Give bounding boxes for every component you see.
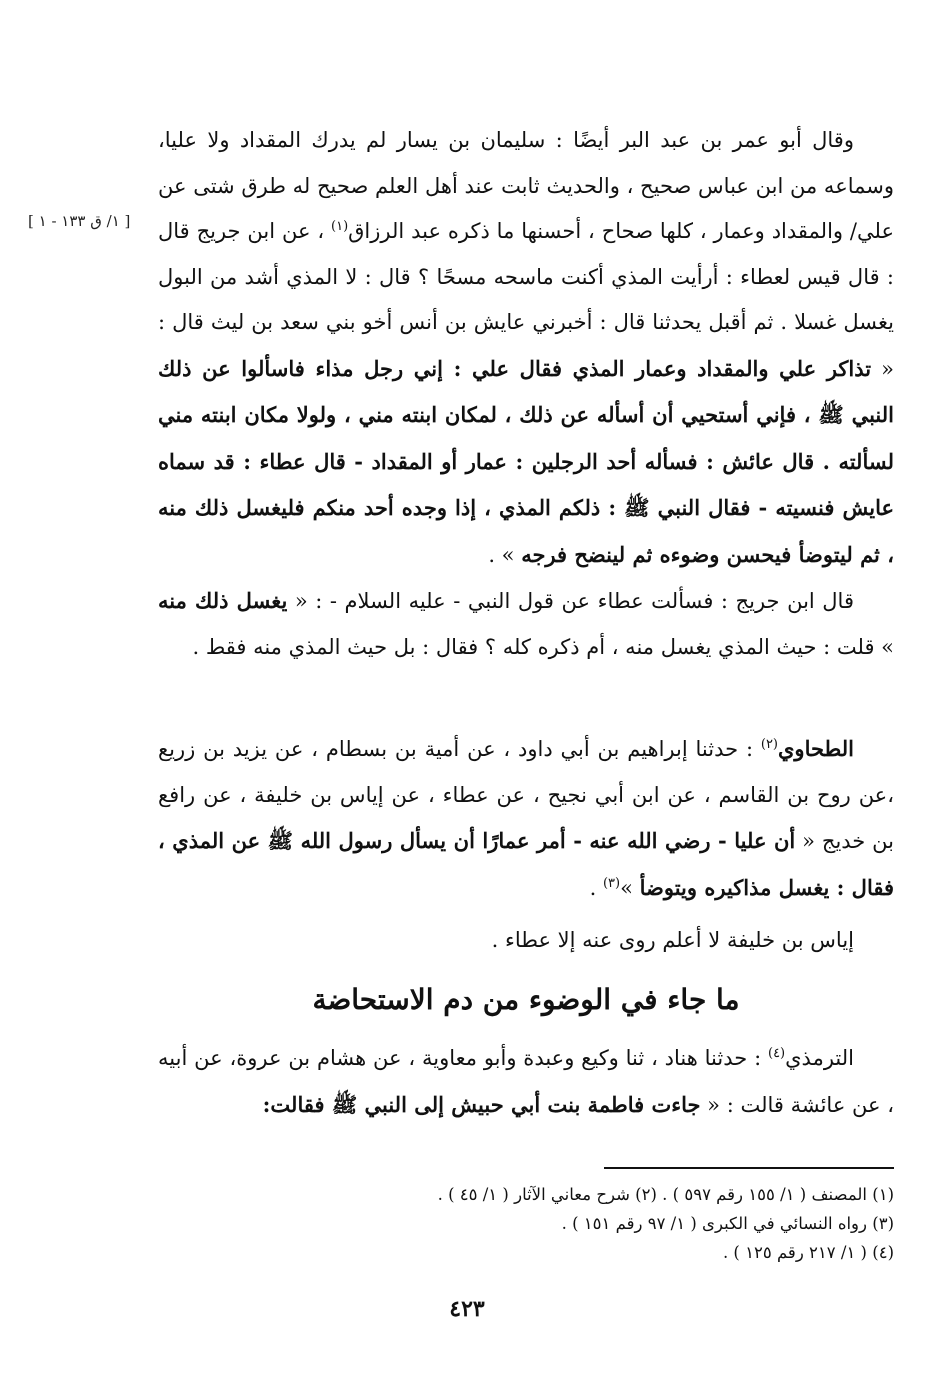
paragraph-2: [158, 578, 894, 670]
paragraph-4: [158, 918, 894, 964]
section-heading: ما جاء في الوضوء من دم الاستحاضة: [312, 983, 740, 1016]
footnote-line: (٣) رواه النسائي في الكبرى ( ١/ ٩٧ رقم ١٥١ ) .: [561, 1214, 894, 1233]
hadith-text-3: أن عليا - رضي الله عنه - أمر عمارًا أن يسأل رسول الله ﷺ عن المذي ، فقال : يغسل مذاكيره ويتوضأ: [158, 828, 894, 900]
footnote-ref-1[interactable]: (١): [331, 219, 349, 234]
paragraph-3-text-c: .: [589, 875, 603, 900]
paragraph-3-text-a: : حدثنا إبراهيم بن أبي داود ، عن أمية بن بسطام ، عن يزيد بن زريع ،عن روح بن القاسم ، عن ابن أبي نجيح ، عن عطاء ، عن إياس بن خليفة ، عن رافع بن خديج «: [158, 737, 895, 853]
footnote-ref-4[interactable]: (٤): [767, 1046, 786, 1061]
source-name-tirmidhi: الترمذي: [785, 1046, 854, 1070]
paragraph-1: [158, 118, 894, 578]
paragraph-1-text-c: » .: [488, 542, 522, 567]
footnotes: [158, 1180, 894, 1267]
footnote-line: (٤) ( ١/ ٢١٧ رقم ١٢٥ ) .: [722, 1243, 894, 1262]
footnote-separator: [604, 1167, 894, 1169]
footnote-ref-2[interactable]: (٢): [760, 737, 778, 752]
paragraph-5-text-a: : حدثنا هناد ، ثنا وكيع وعبدة وأبو معاوية ، عن هشام بن عروة، عن أبيه ، عن عائشة قالت : «: [158, 1046, 894, 1117]
paragraph-3-text-b: »: [620, 875, 640, 900]
paragraph-2-text-b: » قلت : حيث المذي يغسل منه ، أم ذكره كله ؟ فقال : بل حيث المذي منه فقط .: [192, 634, 894, 659]
footnote-line: (١) المصنف ( ١/ ١٥٥ رقم ٥٩٧ ) . (٢) شرح معاني الآثار ( ١/ ٤٥ ) .: [437, 1185, 894, 1204]
paragraph-5: [158, 1036, 894, 1128]
paragraph-4-text: إياس بن خليفة لا أعلم روى عنه إلا عطاء .: [491, 928, 854, 952]
paragraph-1-text-b: ، عن ابن جريج قال : قال قيس لعطاء : أرأيت المذي أكنت ماسحه مسحًا ؟ قال : لا المذي أشد من البول يغسل غسلا . ثم أقبل يحدثنا قال : أخبرني عايش بن أنس أخو بني سعد بن ليث قال : «: [158, 219, 894, 381]
hadith-text-1: تذاكر علي والمقداد وعمار المذي فقال علي : إني رجل مذاء فاسألوا عن ذلك النبي ﷺ ، فإني أستحيي أن أسأله عن ذلك ، لمكان ابنته مني ، ولولا مكان ابنته مني لسألته . قال عائش : فسأله أحد الرجلين : عمار أو المقداد - قال عطاء : قد سماه عايش فنسيته - فقال النبي ﷺ : ذلكم المذي ، إذا وجده أحد منكم فليغسل ذلك منه ، ثم ليتوضأ فيحسن وضوءه ثم لينضح فرجه: [158, 355, 894, 567]
manuscript-reference: [ ١/ ق ١٣٣ - ١ ]: [28, 212, 131, 230]
paragraph-2-text-a: قال ابن جريج : فسألت عطاء عن قول النبي - عليه السلام - : «: [287, 589, 854, 613]
hadith-text-2: يغسل ذلك منه: [158, 588, 288, 613]
paragraph-1-text-a: وقال أبو عمر بن عبد البر أيضًا : سليمان بن يسار لم يدرك المقداد ولا عليا، وسماعه من ابن عباس صحيح ، والحديث ثابت عند أهل العلم صحيح له طرق شتى عن علي/ والمقداد وعمار ، كلها صحاح ، أحسنها ما ذكره عبد الرزاق: [158, 128, 894, 243]
page-number: ٤٢٣: [449, 1296, 485, 1322]
footnote-ref-3[interactable]: (٣): [602, 875, 621, 891]
source-name-tahawi: الطحاوي: [778, 736, 854, 761]
paragraph-3: [158, 726, 894, 911]
hadith-text-5: جاءت فاطمة بنت أبي حبيش إلى النبي ﷺ فقالت:: [262, 1091, 701, 1117]
